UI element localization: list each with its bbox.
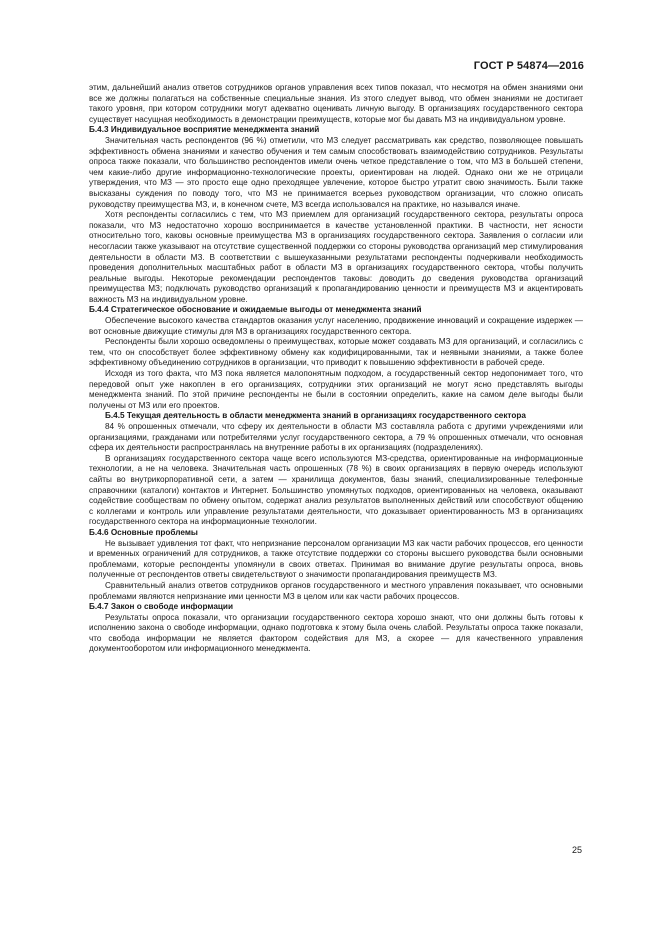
- paragraph: этим, дальнейший анализ ответов сотрудников органов управления всех типов показал, что несмотря на обмен знаниями они все же должны полагаться на собственные специальные знания. Из этого следует вывод, что обмен знаниями не достигает такого уровня, при котором сотрудники могут адекватно оценивать личную выгоду. В организациях государственного сектора существует насущная необходимость в демонстрации преимуществ, которые мог бы давать МЗ на индивидуальном уровне.: [89, 83, 583, 124]
- standard-designation: ГОСТ Р 54874—2016: [473, 60, 584, 72]
- section-heading: Б.4.3 Индивидуальное восприятие менеджмента знаний: [89, 125, 320, 135]
- paragraph: Результаты опроса показали, что организации государственного сектора хорошо знают, что они должны быть готовы к исполнению закона о свободе информации, однако подготовка к этому была очень слабой. Результаты опроса также показали, что свобода информации не является фактором содействия для МЗ, а скорее — для качественного управления документооборотом или информационного менеджмента.: [89, 612, 583, 654]
- page-number: 25: [571, 845, 582, 855]
- paragraph: В организациях государственного сектора чаще всего используются МЗ-средства, ориентированные на информационные технологии, а не на человека. Значительная часть опрошенных (78 %) в своих организациях в первую очередь используют сайты во внутрикорпоративной сети, а затем — хранилища документов, базы знаний, специализированные телефонные справочники (каталоги) контактов и Интернет. Большинство упомянутых подходов, ориентированных на человека, оказывают содействие сообществам по обмену опытом, содержат анализ результатов выполненных действий или способствуют общению с коллегами и контроль или управление результатами деятельности, что доказывает ориентированность МЗ в организациях государственного сектора на информационные технологии.: [89, 453, 583, 527]
- body-text: [89, 83, 583, 655]
- paragraph: Значительная часть респондентов (96 %) отметили, что МЗ следует рассматривать как средство, позволяющее повышать эффективность обмена знаниями и качество обучения и тем самым способствовать взаимодействию сотрудников. Результаты опроса также показали, что большинство респондентов имели очень четкое представление о том, что МЗ в большей степени, чем какие-либо другие информационно-технологические проекты, ориентирован на людей. Однако они же не отрицали утверждения, что МЗ — это просто еще одно преходящее увлечение, которое быстро утратит свою значимость. Были также высказаны суждения по поводу того, что МЗ не принимается всерьез руководством организации, что сложно описать руководству преимущества МЗ, и, в конечном счете, МЗ всегда использовался на практике, но назывался иначе.: [89, 135, 583, 209]
- paragraph: Исходя из того факта, что МЗ пока является малопонятным подходом, а государственный сектор недопонимает того, что передовой опыт уже накоплен в его организациях, сотрудники этих организаций не могут ясно представлять выгоды менеджмента знаний. По этой причине респонденты не были в состоянии определить, какие на самом деле выгоды были получены от МЗ или его проектов.: [89, 369, 583, 410]
- paragraph: Обеспечение высокого качества стандартов оказания услуг населению, продвижение инноваций и сокращение издержек — вот основные движущие стимулы для МЗ в организациях государственного сектора.: [89, 316, 583, 336]
- section-heading: Б.4.4 Стратегическое обоснование и ожидаемые выгоды от менеджмента знаний: [89, 305, 422, 315]
- section-heading: Б.4.6 Основные проблемы: [89, 527, 198, 537]
- paragraph: 84 % опрошенных отмечали, что сферу их деятельности в области МЗ составляла работа с другими учреждениями или организациями, гражданами или потребителями услуг государственного сектора, а 79 % опрошенных отмечали, что основная сфера их деятельности распространялась на внутренние работы в их организациях (подразделениях).: [89, 422, 583, 453]
- section-heading: Б.4.7 Закон о свободе информации: [89, 602, 233, 612]
- paragraph: Сравнительный анализ ответов сотрудников органов государственного и местного управления показывает, что основными проблемами являются непризнание ими ценности МЗ в целом или как части рабочих процессов.: [89, 580, 583, 601]
- section-heading: Б.4.5 Текущая деятельность в области менеджмента знаний в организациях государственного сектора: [105, 411, 526, 421]
- paragraph: Не вызывает удивления тот факт, что непризнание персоналом организации МЗ как части рабочих процессов, его ценности и временных ограничений для сотрудников, а также отсутствие поддержки со стороны высшего руководства были основными проблемами, которые респонденты упомянули в своих ответах. Принимая во внимание другие результаты опроса, вновь полученные от респондентов ответы свидетельствуют о значимости пропагандирования преимуществ МЗ.: [89, 538, 583, 580]
- paragraph: Респонденты были хорошо осведомлены о преимуществах, которые может создавать МЗ для организаций, и согласились с тем, что он способствует более эффективному обмену как кодифицированными, так и неявными знаниями, а также более эффективному объединению сотрудников в организации, что приводит к повышению эффективности в рабочей среде.: [89, 337, 583, 368]
- paragraph: Хотя респонденты согласились с тем, что МЗ приемлем для организаций государственного сектора, результаты опроса показали, что МЗ недостаточно хорошо воспринимается в качестве установленной практики. В частности, нет ясности относительно того, каковы основные преимущества МЗ в организациях государственного сектора. Заявления о согласии или несогласии также указывают на отсутствие существенной поддержки со стороны руководства организаций мер стимулирования деятельности в области МЗ. В соответствии с вышеуказанными результатами респонденты подчеркивали необходимость проведения дополнительных масштабных работ в области МЗ в организациях государственного сектора, чтобы получить реальные выгоды. Некоторые рекомендации респондентов таковы: доводить до сведения руководства организаций преимущества МЗ; подключать руководство организаций к пропагандированию ценности и преимуществ МЗ и акцентировать важность МЗ на индивидуальном уровне.: [89, 210, 583, 304]
